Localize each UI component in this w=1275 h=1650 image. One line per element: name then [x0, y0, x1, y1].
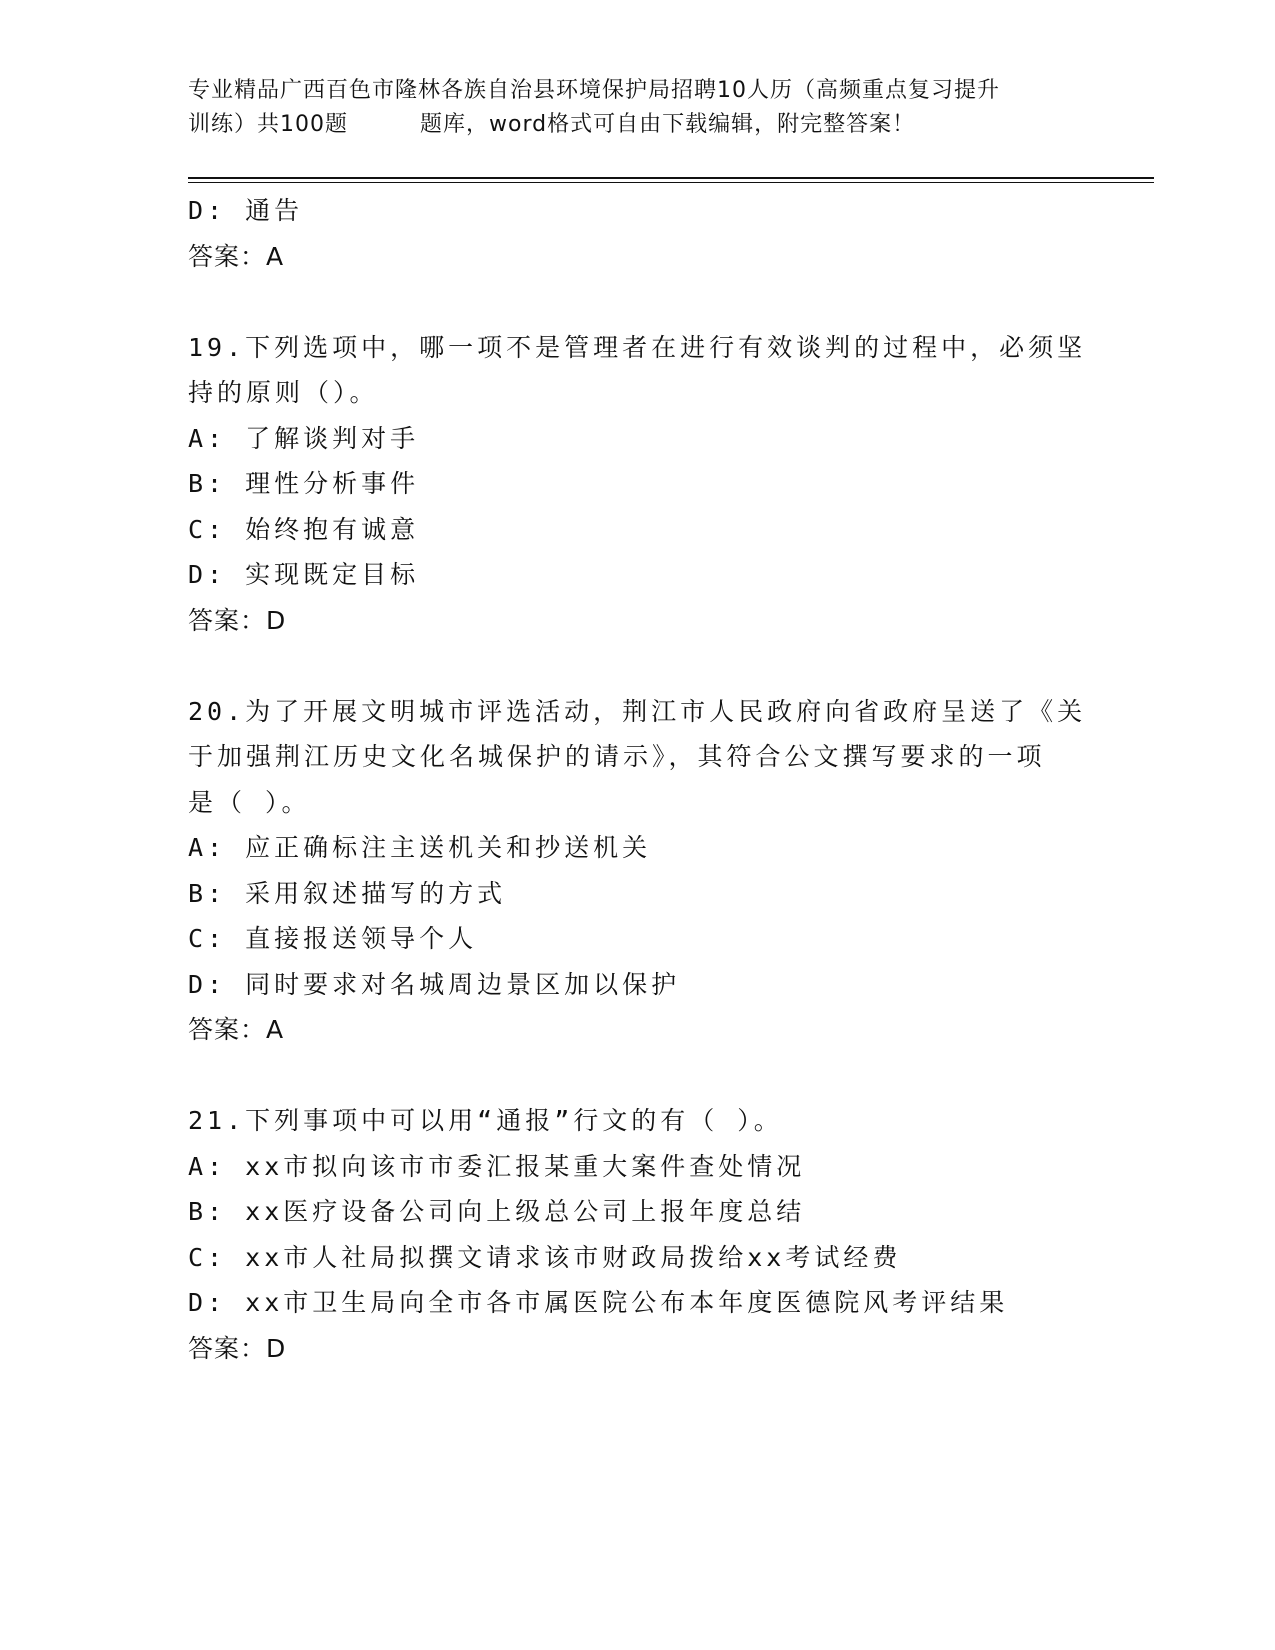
- option-c: C: xx市人社局拟撰文请求该市财政局拨给xx考试经费: [188, 1242, 902, 1272]
- header-rule-thick: [188, 177, 1154, 179]
- option-b: B: 理性分析事件: [188, 469, 420, 498]
- question-stem-line: 是（ ）。: [188, 787, 311, 817]
- question-stem-line: 持的原则（）。: [188, 378, 379, 407]
- header-line-1: 专业精品广西百色市隆林各族自治县环境保护局招聘10人历（高频重点复习提升: [188, 78, 1000, 103]
- question-stem-line: 21.下列事项中可以用“通报”行文的有（ ）。: [188, 1106, 783, 1135]
- option-a: A: 应正确标注主送机关和抄送机关: [188, 833, 652, 862]
- option-a: A: 了解谈判对手: [188, 423, 420, 453]
- option-d: D: 实现既定目标: [188, 560, 420, 589]
- answer: 答案：D: [188, 605, 287, 635]
- question-21: [188, 1098, 1088, 1371]
- question-content: [188, 188, 1088, 1371]
- question-19: [188, 325, 1088, 644]
- answer: 答案：A: [188, 1015, 285, 1044]
- answer: 答案：D: [188, 1333, 287, 1363]
- question-stem-line: 于加强荆江历史文化名城保护的请示》，其符合公文撰写要求的一项: [188, 742, 1046, 771]
- header-line-2: [188, 108, 1068, 142]
- page-header: [188, 74, 1068, 142]
- option-d: D: 同时要求对名城周边景区加以保护: [188, 969, 681, 999]
- question-stem-line: 20.为了开展文明城市评选活动，荆江市人民政府向省政府呈送了《关: [188, 696, 1087, 726]
- header-line-2-part-a: 训练）共100题: [188, 112, 348, 137]
- option-b: B: xx医疗设备公司向上级总公司上报年度总结: [188, 1197, 806, 1226]
- option-a: A: xx市拟向该市市委汇报某重大案件查处情况: [188, 1151, 806, 1181]
- header-rule-thin: [188, 182, 1154, 183]
- question-stem-line: 19.下列选项中，哪一项不是管理者在进行有效谈判的过程中，必须坚: [188, 332, 1087, 362]
- option-b: B: 采用叙述描写的方式: [188, 878, 507, 908]
- question-20: [188, 689, 1088, 1053]
- header-line-2-part-b: 题库，word格式可自由下载编辑，附完整答案！: [420, 112, 916, 137]
- option-c: C: 始终抱有诚意: [188, 514, 420, 544]
- prev-answer: 答案：A: [188, 241, 285, 271]
- option-d: D: xx市卫生局向全市各市属医院公布本年度医德院风考评结果: [188, 1288, 1009, 1317]
- option-c: C: 直接报送领导个人: [188, 924, 478, 953]
- prev-option-d: D: 通告: [188, 196, 304, 225]
